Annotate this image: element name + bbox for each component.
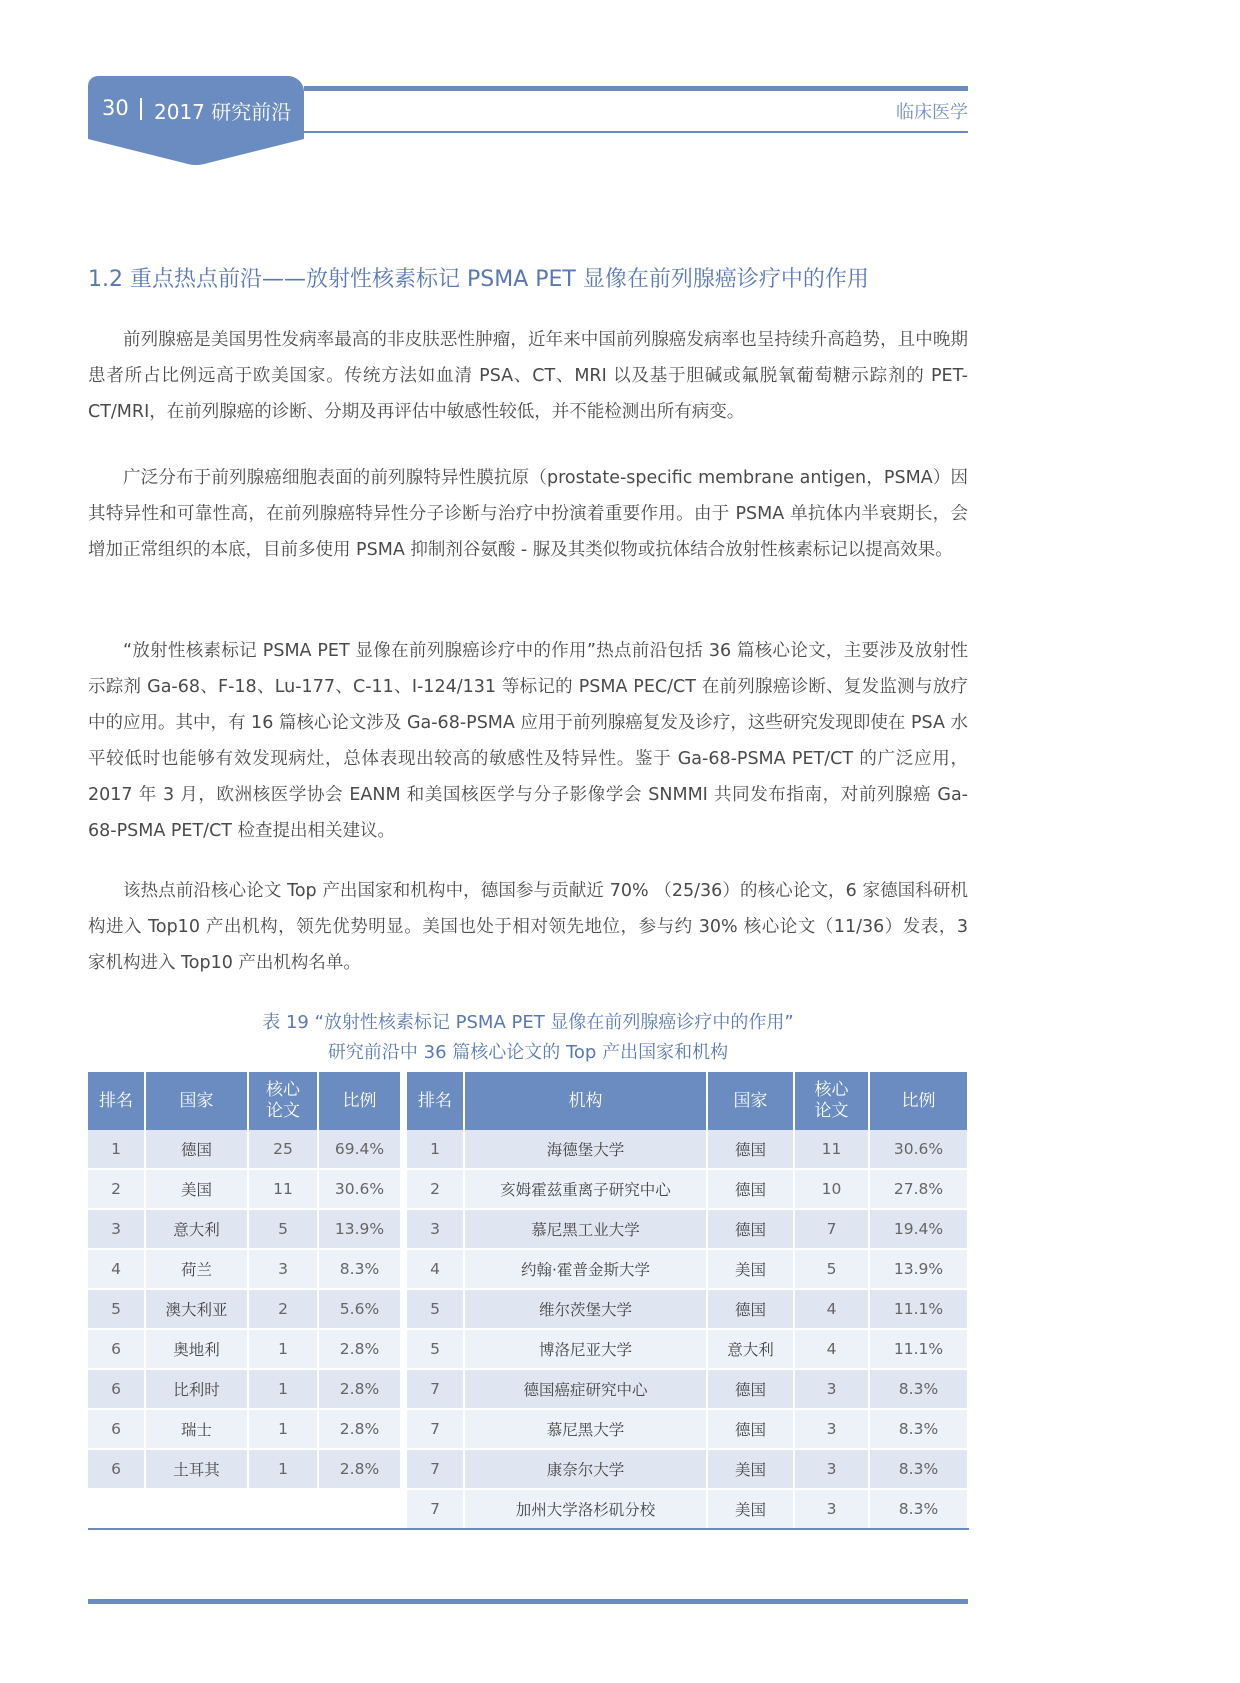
inst-name-cell: 德国癌症研究中心 — [464, 1369, 707, 1409]
inst-ratio-cell: 8.3% — [869, 1449, 968, 1489]
country-rank-cell: 2 — [88, 1169, 145, 1209]
inst-papers-cell: 3 — [794, 1409, 869, 1449]
country-rank-cell: 6 — [88, 1369, 145, 1409]
inst-name-cell: 加州大学洛杉矶分校 — [464, 1489, 707, 1529]
inst-name-cell: 亥姆霍兹重离子研究中心 — [464, 1169, 707, 1209]
country-ratio-cell: 13.9% — [318, 1209, 401, 1249]
table-row — [88, 1329, 968, 1369]
table-row — [88, 1449, 968, 1489]
inst-country-cell: 意大利 — [707, 1329, 794, 1369]
country-papers-cell: 11 — [248, 1169, 318, 1209]
inst-papers-cell: 3 — [794, 1369, 869, 1409]
table-row — [88, 1369, 968, 1409]
section-heading: 1.2 重点热点前沿——放射性核素标记 PSMA PET 显像在前列腺癌诊疗中的作用 — [88, 267, 869, 292]
inst-ratio-cell: 11.1% — [869, 1289, 968, 1329]
country-rank-cell: 3 — [88, 1209, 145, 1249]
table-row — [88, 1489, 968, 1529]
country-rank-cell — [88, 1489, 145, 1529]
inst-name-cell: 约翰·霍普金斯大学 — [464, 1249, 707, 1289]
inst-ratio-cell: 19.4% — [869, 1209, 968, 1249]
country-papers-cell: 25 — [248, 1130, 318, 1169]
inst-ratio-cell: 30.6% — [869, 1130, 968, 1169]
inst-country-cell: 德国 — [707, 1289, 794, 1329]
inst-country-cell: 德国 — [707, 1369, 794, 1409]
inst-papers-cell: 7 — [794, 1209, 869, 1249]
inst-ratio-cell: 13.9% — [869, 1249, 968, 1289]
core-papers-header-text: 核心论文 — [265, 1080, 300, 1121]
inst-name-cell: 慕尼黑大学 — [464, 1409, 707, 1449]
page-number: 30 — [102, 96, 129, 120]
inst-country-cell: 德国 — [707, 1130, 794, 1169]
country-papers-cell: 2 — [248, 1289, 318, 1329]
country-ratio-cell: 30.6% — [318, 1169, 401, 1209]
inst-name-cell: 海德堡大学 — [464, 1130, 707, 1169]
country-ratio-cell: 8.3% — [318, 1249, 401, 1289]
country-ratio-cell: 2.8% — [318, 1449, 401, 1489]
top-producers-table — [88, 1072, 969, 1530]
country-papers-cell: 3 — [248, 1249, 318, 1289]
header-rule-bottom — [88, 131, 968, 133]
country-rank-cell: 5 — [88, 1289, 145, 1329]
inst-country-cell: 美国 — [707, 1249, 794, 1289]
inst-name-cell: 博洛尼亚大学 — [464, 1329, 707, 1369]
inst-rank-cell: 5 — [407, 1329, 464, 1369]
inst-rank-cell: 4 — [407, 1249, 464, 1289]
col-header-country: 国家 — [145, 1072, 248, 1130]
paragraph-4: 该热点前沿核心论文 Top 产出国家和机构中，德国参与贡献近 70% （25/36）的核心论文，6 家德国科研机构进入 Top10 产出机构，领先优势明显。美国也处于相对领先地位，参与约 30% 核心论文（11/36）发表，3 家机构进入 Top10 产出机构名单。 — [88, 881, 968, 973]
country-ratio-cell: 2.8% — [318, 1369, 401, 1409]
country-rank-cell: 4 — [88, 1249, 145, 1289]
inst-papers-cell: 3 — [794, 1489, 869, 1529]
table-caption-line-1: 表 19 “放射性核素标记 PSMA PET 显像在前列腺癌诊疗中的作用” — [262, 1012, 794, 1033]
table-row — [88, 1209, 968, 1249]
country-ratio-cell: 2.8% — [318, 1329, 401, 1369]
country-name-cell: 澳大利亚 — [145, 1289, 248, 1329]
inst-papers-cell: 4 — [794, 1289, 869, 1329]
header-tab-chevron — [88, 133, 304, 167]
country-name-cell: 瑞士 — [145, 1409, 248, 1449]
inst-papers-cell: 3 — [794, 1449, 869, 1489]
inst-rank-cell: 3 — [407, 1209, 464, 1249]
country-name-cell: 奥地利 — [145, 1329, 248, 1369]
inst-rank-cell: 2 — [407, 1169, 464, 1209]
paragraph-1: 前列腺癌是美国男性发病率最高的非皮肤恶性肿瘤，近年来中国前列腺癌发病率也呈持续升高趋势，且中晚期患者所占比例远高于欧美国家。传统方法如血清 PSA、CT、MRI 以及基于胆碱或氟脱氧葡萄糖示踪剂的 PET-CT/MRI，在前列腺癌的诊断、分期及再评估中敏感性较低，并不能检测出所有病变。 — [88, 330, 968, 422]
inst-ratio-cell: 8.3% — [869, 1489, 968, 1529]
country-name-cell: 土耳其 — [145, 1449, 248, 1489]
country-rank-cell: 6 — [88, 1409, 145, 1449]
country-name-cell: 比利时 — [145, 1369, 248, 1409]
inst-rank-cell: 7 — [407, 1409, 464, 1449]
country-rank-cell: 1 — [88, 1130, 145, 1169]
table-caption-line-2: 研究前沿中 36 篇核心论文的 Top 产出国家和机构 — [327, 1042, 729, 1063]
header-separator — [140, 98, 142, 120]
inst-country-cell: 德国 — [707, 1169, 794, 1209]
col-header-inst-rank: 排名 — [407, 1072, 464, 1130]
table-row — [88, 1130, 968, 1169]
paragraph-3: “放射性核素标记 PSMA PET 显像在前列腺癌诊疗中的作用”热点前沿包括 36 篇核心论文，主要涉及放射性示踪剂 Ga-68、F-18、Lu-177、C-11、I-124/131 等标记的 PSMA PEC/CT 在前列腺癌诊断、复发监测与放疗中的应用。其中，有 16 篇核心论文涉及 Ga-68-PSMA 应用于前列腺癌复发及诊疗，这些研究发现即使在 PSA 水平较低时也能够有效发现病灶，总体表现出较高的敏感性及特异性。鉴于 Ga-68-PSMA PET/CT 的广泛应用，2017 年 3 月，欧洲核医学协会 EANM 和美国核医学与分子影像学会 SNMMI 共同发布指南，对前列腺癌 Ga-68-PSMA PET/CT 检查提出相关建议。 — [88, 641, 969, 841]
country-ratio-cell: 5.6% — [318, 1289, 401, 1329]
country-papers-cell: 5 — [248, 1209, 318, 1249]
country-name-cell: 德国 — [145, 1130, 248, 1169]
col-header-inst-country: 国家 — [707, 1072, 794, 1130]
country-ratio-cell: 2.8% — [318, 1409, 401, 1449]
section-label: 临床医学 — [896, 102, 968, 123]
inst-ratio-cell: 8.3% — [869, 1369, 968, 1409]
book-title: 2017 研究前沿 — [154, 100, 292, 124]
inst-papers-cell: 5 — [794, 1249, 869, 1289]
country-rank-cell: 6 — [88, 1329, 145, 1369]
inst-rank-cell: 1 — [407, 1130, 464, 1169]
inst-country-cell: 美国 — [707, 1449, 794, 1489]
header-rule-top — [304, 86, 968, 91]
country-name-cell — [145, 1489, 248, 1529]
table-row — [88, 1409, 968, 1449]
inst-ratio-cell: 8.3% — [869, 1409, 968, 1449]
inst-papers-cell: 4 — [794, 1329, 869, 1369]
col-header-rank: 排名 — [88, 1072, 145, 1130]
table-row — [88, 1169, 968, 1209]
country-name-cell: 意大利 — [145, 1209, 248, 1249]
inst-rank-cell: 5 — [407, 1289, 464, 1329]
inst-name-cell: 康奈尔大学 — [464, 1449, 707, 1489]
inst-country-cell: 德国 — [707, 1409, 794, 1449]
table-header-row — [88, 1072, 968, 1130]
table-row — [88, 1249, 968, 1289]
inst-rank-cell: 7 — [407, 1449, 464, 1489]
table-row — [88, 1289, 968, 1329]
inst-name-cell: 维尔茨堡大学 — [464, 1289, 707, 1329]
inst-core-papers-header-text: 核心论文 — [814, 1080, 849, 1121]
country-name-cell: 美国 — [145, 1169, 248, 1209]
col-header-core-papers — [248, 1072, 318, 1130]
col-header-inst-ratio: 比例 — [869, 1072, 968, 1130]
country-papers-cell: 1 — [248, 1369, 318, 1409]
col-header-ratio: 比例 — [318, 1072, 401, 1130]
country-rank-cell: 6 — [88, 1449, 145, 1489]
inst-name-cell: 慕尼黑工业大学 — [464, 1209, 707, 1249]
inst-papers-cell: 10 — [794, 1169, 869, 1209]
col-header-inst-core-papers — [794, 1072, 869, 1130]
col-header-institution: 机构 — [464, 1072, 707, 1130]
country-ratio-cell — [318, 1489, 401, 1529]
country-papers-cell: 1 — [248, 1409, 318, 1449]
paragraph-2: 广泛分布于前列腺癌细胞表面的前列腺特异性膜抗原（prostate-specific membrane antigen，PSMA）因其特异性和可靠性高，在前列腺癌特异性分子诊断与治疗中扮演着重要作用。由于 PSMA 单抗体内半衰期长，会增加正常组织的本底，目前多使用 PSMA 抑制剂谷氨酸 - 脲及其类似物或抗体结合放射性核素标记以提高效果。 — [88, 468, 968, 560]
inst-ratio-cell: 27.8% — [869, 1169, 968, 1209]
country-ratio-cell: 69.4% — [318, 1130, 401, 1169]
inst-papers-cell: 11 — [794, 1130, 869, 1169]
country-papers-cell: 1 — [248, 1329, 318, 1369]
country-papers-cell: 1 — [248, 1449, 318, 1489]
country-papers-cell — [248, 1489, 318, 1529]
inst-ratio-cell: 11.1% — [869, 1329, 968, 1369]
inst-rank-cell: 7 — [407, 1489, 464, 1529]
inst-country-cell: 美国 — [707, 1489, 794, 1529]
inst-rank-cell: 7 — [407, 1369, 464, 1409]
footer-rule — [88, 1599, 968, 1604]
country-name-cell: 荷兰 — [145, 1249, 248, 1289]
inst-country-cell: 德国 — [707, 1209, 794, 1249]
